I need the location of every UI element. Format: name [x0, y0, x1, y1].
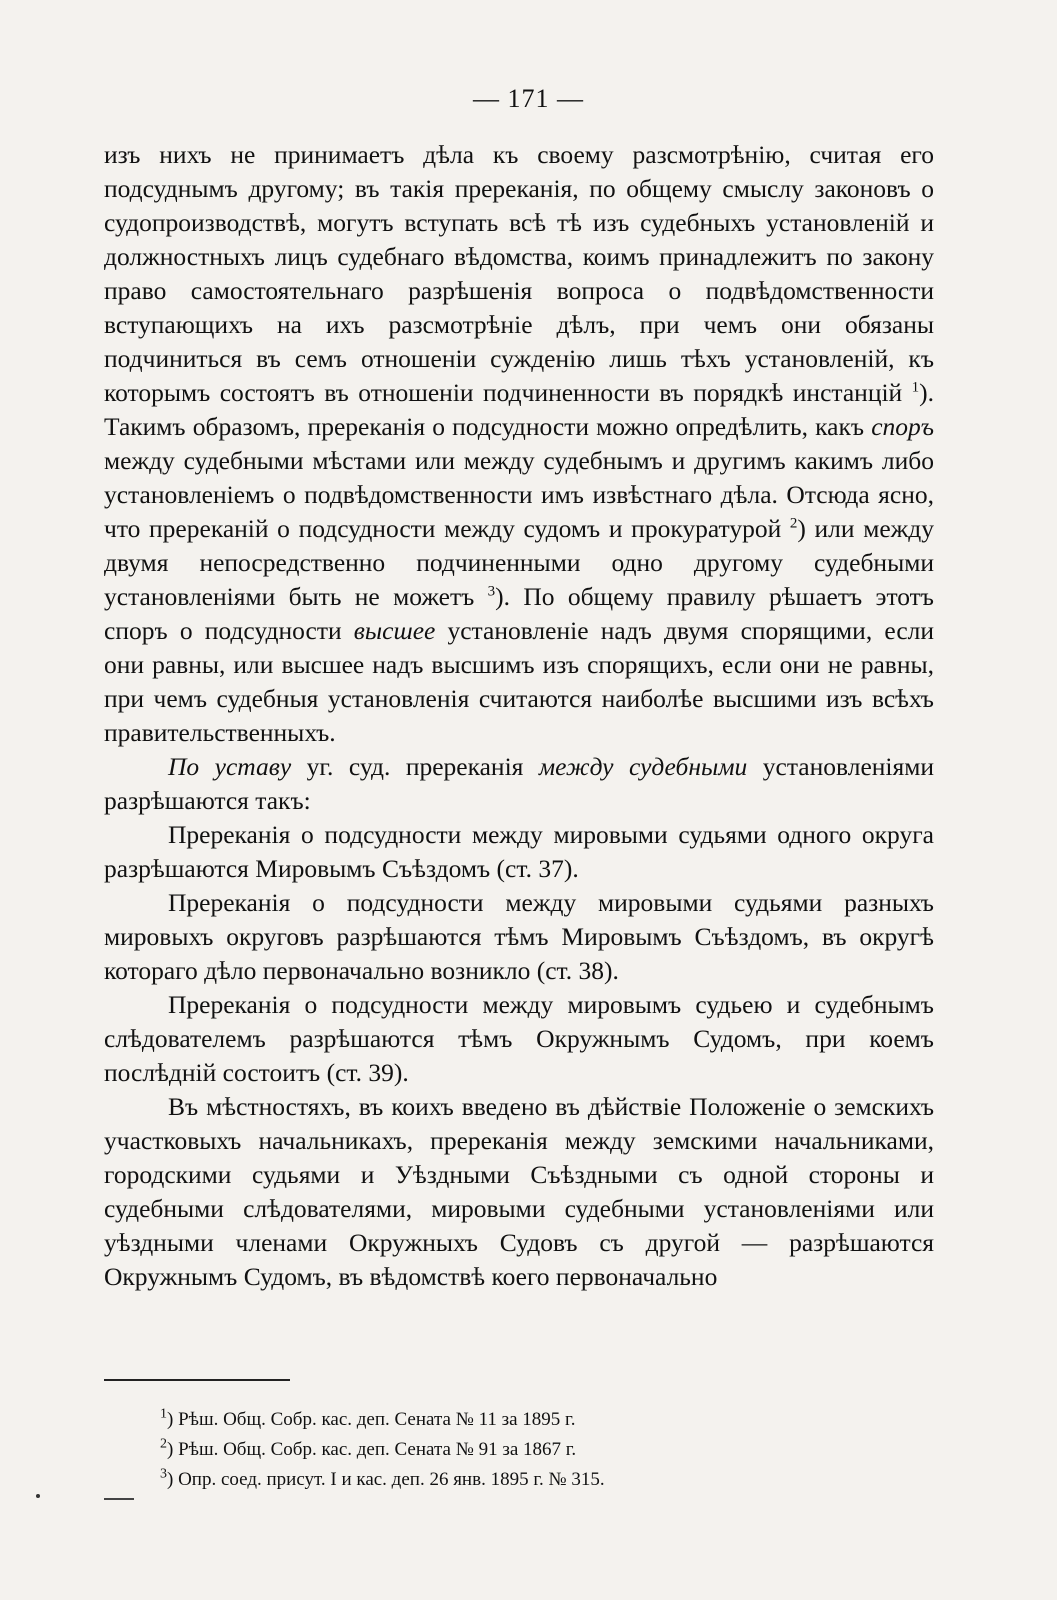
footnote-reference: 3	[487, 583, 496, 600]
text-run: изъ нихъ не принимаетъ дѣла къ своему разсмотрѣнію, считая его подсуднымъ другому; въ такія пререканія, по общему смыслу законовъ о судопроизводствѣ, могутъ вступать всѣ тѣ изъ судебныхъ установленій и должностныхъ лицъ судебнаго вѣдомства, коимъ принадлежитъ по закону право самостоятельнаго разрѣшенія вопроса о подвѣдомственности вступающихъ на ихъ разсмотрѣніе дѣлъ, при чемъ они обязаны подчиниться въ семъ отношеніи сужденію лишь тѣхъ установленій, къ которымъ состоятъ въ отношеніи подчиненности въ порядкѣ инстанцій	[104, 140, 934, 407]
text-run: между судебными мѣстами или между судебнымъ и другимъ какимъ либо установленіемъ о подвѣдомственности имъ извѣстнаго дѣла. Отсюда ясно, что пререканій о подсудности между судомъ и прокуратурой	[104, 446, 934, 543]
paragraph	[104, 988, 934, 1090]
footnote-reference: 2	[789, 515, 798, 532]
paragraph	[104, 750, 934, 818]
paragraph	[104, 1090, 934, 1294]
text-run: Пререканія о подсудности между мировыми судьями разныхъ мировыхъ округовъ разрѣшаются тѣмъ Мировымъ Съѣздомъ, въ округѣ котораго дѣло первоначально возникло (ст. 38).	[104, 888, 934, 985]
paragraph	[104, 886, 934, 988]
text-run: уг. суд. пререканія	[291, 752, 539, 781]
footnote-separator	[104, 1379, 290, 1381]
footnote-item	[160, 1435, 920, 1465]
footnote-mark: 3	[160, 1466, 167, 1482]
footnote-mark: 2	[160, 1436, 167, 1452]
text-run: установленіями разрѣшаются такъ:	[104, 752, 935, 815]
paragraph	[104, 138, 934, 750]
emphasis-text: По уставу	[168, 752, 292, 781]
text-run: ). По общему правилу рѣшаетъ этотъ споръ о подсудности	[104, 582, 934, 645]
bottom-rule-mark	[104, 1498, 134, 1500]
main-text	[104, 138, 934, 1294]
page-number: — 171 —	[473, 84, 584, 113]
footnote-item	[160, 1465, 920, 1495]
text-run: Въ мѣстностяхъ, въ коихъ введено въ дѣйствіе Положеніе о земскихъ участковыхъ начальникахъ, пререканія между земскими начальниками, городскими судьями и Уѣздными Съѣздными съ одной стороны и судебными слѣдователями, мировыми судебными установленіями или уѣздными членами Окружныхъ Судовъ съ другой — разрѣшаются Окружнымъ Судомъ, въ вѣдомствѣ коего первоначально	[104, 1092, 934, 1291]
text-run: ) или между двумя непосредственно подчиненными одно другому судебными установленіями быть не можетъ	[104, 514, 934, 611]
text-run: установленіе надъ двумя спорящими, если они равны, или высшее надъ высшимъ изъ спорящихъ, если они не равны, при чемъ судебныя установленія считаются наиболѣе высшими изъ всѣхъ правительственныхъ.	[104, 616, 935, 747]
footnote-text: ) Рѣш. Общ. Собр. кас. деп. Сената № 91 за 1867 г.	[167, 1439, 577, 1460]
footnote-text: ) Рѣш. Общ. Собр. кас. деп. Сената № 11 за 1895 г.	[167, 1409, 576, 1430]
emphasis-text: высшее	[353, 616, 436, 645]
footnote-text: ) Опр. соед. присут. I и кас. деп. 26 янв. 1895 г. № 315.	[167, 1469, 605, 1490]
text-run: Пререканія о подсудности между мировыми судьями одного округа разрѣшаются Мировымъ Съѣздомъ (ст. 37).	[104, 820, 934, 883]
footnotes	[160, 1405, 920, 1495]
paragraph	[104, 818, 934, 886]
footnote-item	[160, 1405, 920, 1435]
emphasis-text: между судебными	[538, 752, 748, 781]
text-run: Пререканія о подсудности между мировымъ судьею и судебнымъ слѣдователемъ разрѣшаются тѣмъ Окружнымъ Судомъ, при коемъ послѣдній состоитъ (ст. 39).	[104, 990, 934, 1087]
footnote-mark: 1	[160, 1406, 167, 1422]
print-speck	[36, 1494, 40, 1498]
footnote-reference: 1	[911, 379, 920, 396]
emphasis-text: споръ	[871, 412, 934, 441]
text-run: ). Такимъ образомъ, пререканія о подсудности можно опредѣлить, какъ	[104, 378, 934, 441]
